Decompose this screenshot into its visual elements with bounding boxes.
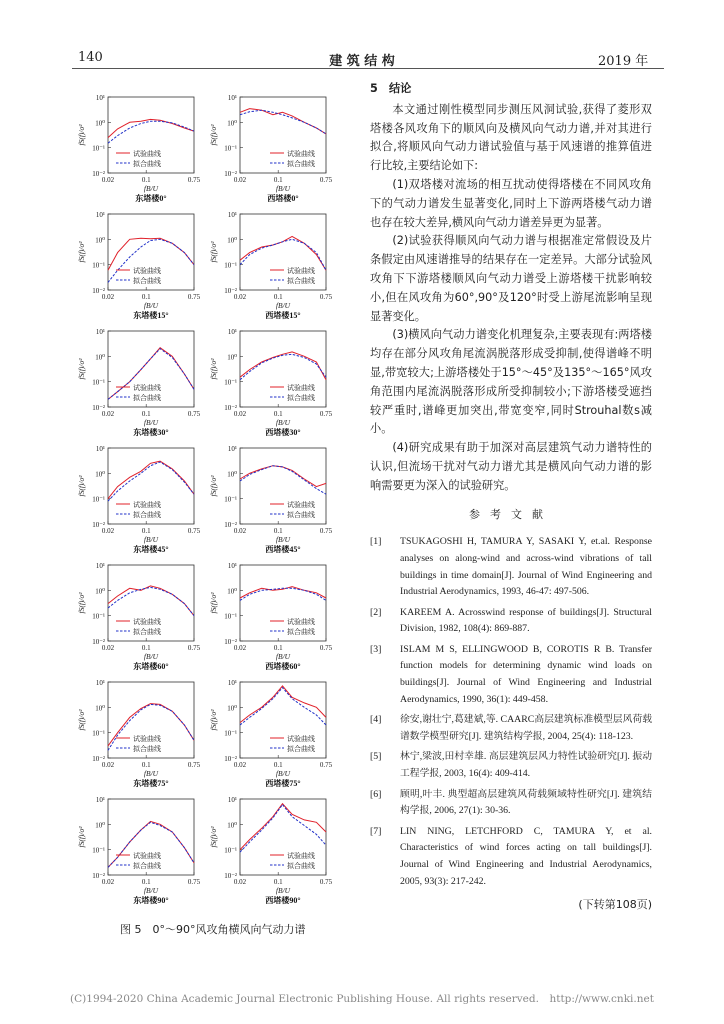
page-number: 140 xyxy=(78,50,103,65)
y-tick-label: 10⁰ xyxy=(95,704,105,713)
x-tick-label: 0.1 xyxy=(273,644,283,652)
y-tick-label: 10⁻¹ xyxy=(224,378,237,387)
y-tick-label: 10⁰ xyxy=(95,353,105,362)
reference-list xyxy=(370,534,652,890)
x-axis-label: fB/U xyxy=(143,769,159,778)
spectrum-panel xyxy=(209,328,333,437)
y-axis-label: fS(f)/σ² xyxy=(77,826,86,848)
x-tick-label: 0.1 xyxy=(273,410,283,418)
y-axis-label: fS(f)/σ² xyxy=(77,709,86,731)
panel-label: 东塔楼90° xyxy=(133,896,169,905)
legend-fit-label: 拟合曲线 xyxy=(287,628,315,636)
y-tick-label: 10¹ xyxy=(227,211,237,219)
test-curve-line xyxy=(108,119,194,137)
x-tick-label: 0.1 xyxy=(141,527,151,535)
legend-fit-label: 拟合曲线 xyxy=(133,160,161,168)
legend-test-label: 试验曲线 xyxy=(287,852,315,860)
legend-test-label: 试验曲线 xyxy=(287,618,315,626)
y-axis-label: fS(f)/σ² xyxy=(209,709,218,731)
conclusion-4: (4)研究成果有助于加深对高层建筑气动力谱特性的认识,但流场干扰对气动力谱尤其是横风向气动力谱的影响需要更为深入的试验研究。 xyxy=(370,441,652,492)
y-tick-label: 10¹ xyxy=(95,328,105,336)
x-tick-label: 0.02 xyxy=(233,410,247,418)
spectrum-panel xyxy=(77,445,201,554)
y-axis-label: fS(f)/σ² xyxy=(209,358,218,380)
y-tick-label: 10⁰ xyxy=(95,119,105,128)
x-axis-label: fB/U xyxy=(275,535,291,544)
y-tick-label: 10¹ xyxy=(95,94,105,102)
test-curve-line xyxy=(108,461,194,499)
legend-fit-label: 拟合曲线 xyxy=(133,394,161,402)
legend-test-label: 试验曲线 xyxy=(133,618,161,626)
y-tick-label: 10⁻¹ xyxy=(224,144,237,153)
y-tick-label: 10¹ xyxy=(227,562,237,570)
legend-fit-label: 拟合曲线 xyxy=(133,862,161,870)
continued-note: (下转第108页) xyxy=(578,898,652,912)
y-tick-label: 10⁰ xyxy=(227,821,237,830)
test-curve-line xyxy=(240,466,326,487)
spectrum-panel xyxy=(209,94,333,203)
legend-test-label: 试验曲线 xyxy=(287,735,315,743)
x-axis-label: fB/U xyxy=(275,769,291,778)
header-rule xyxy=(72,68,664,69)
x-tick-label: 0.02 xyxy=(101,293,115,301)
y-tick-label: 10⁰ xyxy=(95,821,105,830)
reference-item: [7] LIN NING, LETCHFORD C, TAMURA Y, et al. Characteristics of wind forces acting on tall buildings[J]. Journal of Wind Engineering and Industrial Aerodynamics, 2005, 93(3): 217-242. xyxy=(370,825,652,887)
figure-caption: 图 5 0°～90°风攻角横风向气动力谱 xyxy=(120,923,306,936)
x-axis-label: fB/U xyxy=(275,652,291,661)
y-tick-label: 10⁻² xyxy=(224,404,237,412)
y-tick-label: 10¹ xyxy=(227,796,237,804)
spectrum-panel xyxy=(77,562,201,671)
reference-item: [4] 徐安,谢壮宁,葛建斌,等. CAARC高层建筑标准模型层风荷载谱数学模型研究[J]. 建筑结构学报, 2004, 25(4): 118-123. xyxy=(370,714,652,742)
y-axis-label: fS(f)/σ² xyxy=(209,826,218,848)
y-tick-label: 10⁻¹ xyxy=(224,729,237,738)
x-tick-label: 0.1 xyxy=(141,410,151,418)
y-tick-label: 10¹ xyxy=(227,679,237,687)
x-tick-label: 0.02 xyxy=(233,527,247,535)
spectrum-panel xyxy=(77,679,201,788)
panel-label: 西塔楼90° xyxy=(265,896,301,905)
x-axis-label: fB/U xyxy=(143,652,159,661)
legend-test-label: 试验曲线 xyxy=(287,150,315,158)
y-axis-label: fS(f)/σ² xyxy=(209,475,218,497)
spectrum-panel xyxy=(77,94,201,203)
x-tick-label: 0.1 xyxy=(273,527,283,535)
y-tick-label: 10⁻² xyxy=(224,521,237,529)
x-tick-label: 0.02 xyxy=(233,293,247,301)
reference-item: [2] KAREEM A. Acrosswind response of buildings[J]. Structural Division, 1982, 108(4): 869-887. xyxy=(370,606,652,635)
x-tick-label: 0.75 xyxy=(319,410,333,418)
legend-fit-label: 拟合曲线 xyxy=(133,745,161,753)
legend-fit-label: 拟合曲线 xyxy=(287,277,315,285)
x-tick-label: 0.02 xyxy=(233,176,247,184)
y-axis-label: fS(f)/σ² xyxy=(77,124,86,146)
x-tick-label: 0.75 xyxy=(187,878,201,886)
copyright-footer: (C)1994-2020 China Academic Journal Electronic Publishing House. All rights reserved. http://www.cnki.net xyxy=(70,993,654,1005)
y-axis-label: fS(f)/σ² xyxy=(77,475,86,497)
legend-test-label: 试验曲线 xyxy=(133,267,161,275)
x-tick-label: 0.02 xyxy=(101,878,115,886)
x-axis-label: fB/U xyxy=(275,886,291,895)
x-tick-label: 0.02 xyxy=(233,644,247,652)
reference-item: [1] TSUKAGOSHI H, TAMURA Y, SASAKI Y, et.al. Response analyses on along-wind and across-wind vibrations of tall buildings in time domain[J]. Journal of Wind Engineering and Industrial Aerodynamics, 1993, 46-47: 497-506. xyxy=(370,536,652,598)
legend-fit-label: 拟合曲线 xyxy=(287,394,315,402)
y-tick-label: 10⁻² xyxy=(92,755,105,763)
legend-fit-label: 拟合曲线 xyxy=(287,511,315,519)
panel-label: 东塔楼45° xyxy=(133,545,169,554)
fit-curve-line xyxy=(108,462,194,501)
x-axis-label: fB/U xyxy=(143,535,159,544)
conclusion-3: (3)横风向气动力谱变化机理复杂,主要表现有:两塔楼均存在部分风攻角尾流涡脱落形成受抑制,使得谱峰不明显,带宽较大;上游塔楼处于15°～45°及135°～165°风攻角范围内尾流涡脱落形成所受抑制较小;下游塔楼受遮挡较严重时,谱峰更加突出,带宽变窄,同时Strouhal数s减小。 xyxy=(370,328,652,436)
x-tick-label: 0.75 xyxy=(319,293,333,301)
panel-label: 西塔楼45° xyxy=(265,545,301,554)
y-axis-label: fS(f)/σ² xyxy=(209,241,218,263)
y-tick-label: 10⁻¹ xyxy=(92,846,105,855)
legend-fit-label: 拟合曲线 xyxy=(133,277,161,285)
panel-label: 东塔楼30° xyxy=(133,428,169,437)
x-tick-label: 0.75 xyxy=(187,293,201,301)
y-tick-label: 10⁻¹ xyxy=(224,495,237,504)
y-tick-label: 10⁻¹ xyxy=(92,495,105,504)
section-intro: 本文通过刚性模型同步测压风洞试验,获得了菱形双塔楼各风攻角下的顺风向及横风向气动力谱,并对其进行拟合,将顺风向气动力谱试验值与基于风速谱的推算值进行比较,主要结论如下: xyxy=(370,102,652,173)
spectrum-panel xyxy=(209,211,333,320)
test-curve-line xyxy=(108,238,194,270)
panel-label: 西塔楼75° xyxy=(265,779,301,788)
y-tick-label: 10⁰ xyxy=(227,587,237,596)
x-tick-label: 0.75 xyxy=(187,761,201,769)
conclusion-2: (2)试验获得顺风向气动力谱与根据准定常假设及片条假定由风速谱推导的结果存在一定差异。大部分试验风攻角下下游塔楼顺风向气动力谱受上游塔楼干扰影响较小,但在风攻角为60°,90°及120°时受上游尾流影响呈现显著变化。 xyxy=(370,234,652,323)
spectrum-panel xyxy=(77,211,201,320)
x-tick-label: 0.1 xyxy=(141,878,151,886)
y-tick-label: 10⁻¹ xyxy=(92,261,105,270)
y-tick-label: 10⁻² xyxy=(92,872,105,880)
legend-fit-label: 拟合曲线 xyxy=(133,511,161,519)
y-tick-label: 10⁻¹ xyxy=(92,729,105,738)
test-curve-line xyxy=(108,821,194,867)
y-tick-label: 10⁰ xyxy=(227,353,237,362)
x-tick-label: 0.02 xyxy=(101,527,115,535)
x-tick-label: 0.75 xyxy=(187,644,201,652)
panel-label: 西塔楼30° xyxy=(265,428,301,437)
x-axis-label: fB/U xyxy=(143,301,159,310)
x-tick-label: 0.02 xyxy=(101,176,115,184)
y-tick-label: 10⁻² xyxy=(224,287,237,295)
fit-curve-line xyxy=(240,239,326,270)
section-heading: 5 结论 xyxy=(370,82,412,95)
y-tick-label: 10⁻² xyxy=(224,872,237,880)
fit-curve-line xyxy=(240,466,326,495)
y-tick-label: 10⁰ xyxy=(227,119,237,128)
y-tick-label: 10⁰ xyxy=(227,704,237,713)
panel-label: 东塔楼75° xyxy=(133,779,169,788)
test-curve-line xyxy=(240,109,326,134)
x-axis-label: fB/U xyxy=(143,886,159,895)
spectrum-panel xyxy=(209,562,333,671)
y-tick-label: 10¹ xyxy=(227,94,237,102)
legend-fit-label: 拟合曲线 xyxy=(287,745,315,753)
x-tick-label: 0.1 xyxy=(273,878,283,886)
references-title: 参考文献 xyxy=(469,507,553,521)
y-tick-label: 10⁻¹ xyxy=(92,612,105,621)
x-tick-label: 0.1 xyxy=(273,176,283,184)
legend-fit-label: 拟合曲线 xyxy=(287,862,315,870)
spectrum-panel xyxy=(209,796,333,905)
x-tick-label: 0.02 xyxy=(101,644,115,652)
y-tick-label: 10⁰ xyxy=(227,470,237,479)
y-tick-label: 10¹ xyxy=(95,679,105,687)
fit-curve-line xyxy=(108,822,194,867)
reference-item: [3] ISLAM M S, ELLINGWOOD B, COROTIS R B. Transfer function models for determining dynamic wind loads on buildings[J]. Journal of Wind Engineering and Industrial Aerodynamics, 1990, 36(1): 449-458. xyxy=(370,643,652,705)
fit-curve-line xyxy=(108,587,194,615)
y-tick-label: 10¹ xyxy=(95,445,105,453)
x-tick-label: 0.75 xyxy=(319,527,333,535)
y-tick-label: 10⁻¹ xyxy=(224,261,237,270)
x-tick-label: 0.75 xyxy=(187,410,201,418)
y-tick-label: 10⁻¹ xyxy=(92,378,105,387)
y-tick-label: 10¹ xyxy=(227,328,237,336)
panel-label: 东塔楼15° xyxy=(133,311,169,320)
fit-curve-line xyxy=(240,588,326,600)
y-tick-label: 10⁻² xyxy=(224,755,237,763)
text-column xyxy=(370,80,652,915)
y-axis-label: fS(f)/σ² xyxy=(77,358,86,380)
fit-curve-line xyxy=(108,704,194,750)
fit-curve-line xyxy=(240,110,326,134)
test-curve-line xyxy=(240,352,326,380)
x-tick-label: 0.02 xyxy=(233,761,247,769)
reference-item: [5] 林宁,梁波,田村幸雄. 高层建筑层风力特性试验研究[J]. 振动工程学报, 2003, 16(4): 409-414. xyxy=(370,751,652,780)
y-tick-label: 10⁻² xyxy=(224,638,237,646)
x-tick-label: 0.75 xyxy=(187,527,201,535)
test-curve-line xyxy=(240,804,326,850)
legend-test-label: 试验曲线 xyxy=(133,501,161,509)
panel-label: 西塔楼15° xyxy=(265,311,301,320)
y-tick-label: 10¹ xyxy=(95,796,105,804)
spectrum-panel xyxy=(77,796,201,905)
year: 2019 年 xyxy=(598,54,649,69)
x-tick-label: 0.75 xyxy=(319,761,333,769)
x-tick-label: 0.75 xyxy=(319,176,333,184)
conclusion-1: (1)双塔楼对流场的相互扰动使得塔楼在不同风攻角下的气动力谱发生显著变化,同时上下游两塔楼气动力谱也存在较大差异,横风向气动力谱差异更为显著。 xyxy=(370,177,652,229)
x-tick-label: 0.1 xyxy=(141,644,151,652)
x-tick-label: 0.1 xyxy=(141,293,151,301)
panel-label: 东塔楼0° xyxy=(135,194,167,203)
fit-curve-line xyxy=(108,121,194,143)
x-tick-label: 0.75 xyxy=(187,176,201,184)
y-tick-label: 10⁻² xyxy=(92,521,105,529)
x-tick-label: 0.02 xyxy=(101,761,115,769)
reference-item: [6] 顾明,叶丰. 典型超高层建筑风荷载频域特性研究[J]. 建筑结构学报, 2006, 27(1): 30-36. xyxy=(370,788,652,817)
y-tick-label: 10¹ xyxy=(227,445,237,453)
x-tick-label: 0.1 xyxy=(273,293,283,301)
y-tick-label: 10⁻² xyxy=(224,170,237,178)
x-axis-label: fB/U xyxy=(143,418,159,427)
fit-curve-line xyxy=(240,805,326,853)
panel-label: 西塔楼60° xyxy=(265,662,301,671)
x-tick-label: 0.1 xyxy=(273,761,283,769)
x-tick-label: 0.02 xyxy=(101,410,115,418)
journal-title: 建 筑 结 构 xyxy=(329,54,395,69)
x-tick-label: 0.1 xyxy=(141,176,151,184)
y-tick-label: 10¹ xyxy=(95,211,105,219)
y-tick-label: 10⁻² xyxy=(92,404,105,412)
y-tick-label: 10⁻¹ xyxy=(224,846,237,855)
test-curve-line xyxy=(240,686,326,723)
legend-test-label: 试验曲线 xyxy=(133,384,161,392)
legend-test-label: 试验曲线 xyxy=(287,384,315,392)
y-tick-label: 10⁻¹ xyxy=(224,612,237,621)
fit-curve-line xyxy=(108,239,194,282)
x-axis-label: fB/U xyxy=(275,418,291,427)
y-tick-label: 10⁰ xyxy=(227,236,237,245)
panel-label: 东塔楼60° xyxy=(133,662,169,671)
legend-test-label: 试验曲线 xyxy=(287,267,315,275)
y-tick-label: 10⁻² xyxy=(92,638,105,646)
legend-test-label: 试验曲线 xyxy=(133,150,161,158)
y-axis-label: fS(f)/σ² xyxy=(77,241,86,263)
x-tick-label: 0.02 xyxy=(233,878,247,886)
x-tick-label: 0.75 xyxy=(319,644,333,652)
x-tick-label: 0.1 xyxy=(141,761,151,769)
legend-test-label: 试验曲线 xyxy=(133,735,161,743)
x-axis-label: fB/U xyxy=(275,301,291,310)
x-axis-label: fB/U xyxy=(275,184,291,193)
y-tick-label: 10⁻¹ xyxy=(92,144,105,153)
legend-test-label: 试验曲线 xyxy=(287,501,315,509)
y-axis-label: fS(f)/σ² xyxy=(77,592,86,614)
spectrum-panel xyxy=(77,328,201,437)
y-tick-label: 10⁰ xyxy=(95,236,105,245)
y-axis-label: fS(f)/σ² xyxy=(209,592,218,614)
y-tick-label: 10⁰ xyxy=(95,587,105,596)
legend-test-label: 试验曲线 xyxy=(133,852,161,860)
x-tick-label: 0.75 xyxy=(319,878,333,886)
spectrum-panel xyxy=(209,445,333,554)
y-tick-label: 10⁻² xyxy=(92,287,105,295)
spectrum-panel xyxy=(209,679,333,788)
y-axis-label: fS(f)/σ² xyxy=(209,124,218,146)
x-axis-label: fB/U xyxy=(143,184,159,193)
y-tick-label: 10⁻² xyxy=(92,170,105,178)
panel-label: 西塔楼0° xyxy=(267,194,299,203)
legend-fit-label: 拟合曲线 xyxy=(133,628,161,636)
figure-5-spectra xyxy=(72,85,368,915)
legend-fit-label: 拟合曲线 xyxy=(287,160,315,168)
y-tick-label: 10¹ xyxy=(95,562,105,570)
y-tick-label: 10⁰ xyxy=(95,470,105,479)
